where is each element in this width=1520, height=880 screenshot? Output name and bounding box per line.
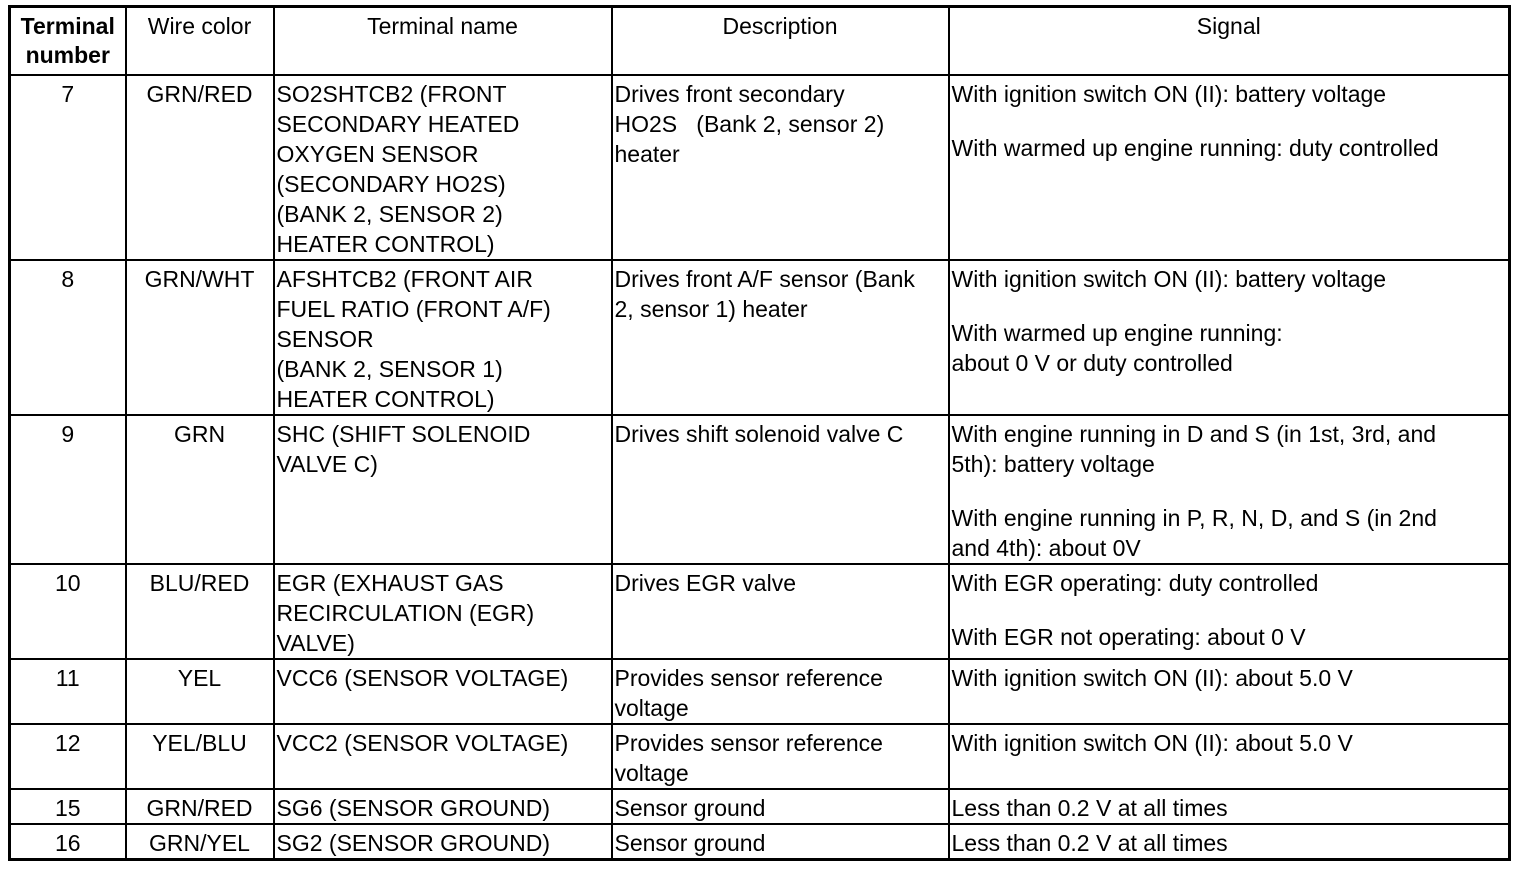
description-cell [612, 415, 949, 564]
signal-line: With ignition switch ON (II): about 5.0 V [951, 665, 1353, 691]
signal-paragraph [952, 79, 1507, 109]
description-line: heater [614, 141, 680, 167]
wire-color-cell: GRN/RED [126, 75, 274, 260]
header-signal: Signal [949, 7, 1510, 76]
terminal-name-line: SENSOR [276, 326, 374, 352]
description-cell [612, 659, 949, 724]
header-wire-color: Wire color [126, 7, 274, 76]
wire-color-cell: GRN/RED [126, 789, 274, 824]
description-line: Drives front A/F sensor (Bank [614, 266, 915, 292]
terminal-name-line: VCC6 (SENSOR VOLTAGE) [276, 665, 569, 691]
terminal-number-cell: 11 [10, 659, 126, 724]
signal-cell [949, 824, 1510, 860]
terminal-name-line: SECONDARY HEATED [276, 111, 520, 137]
signal-line: With warmed up engine running: [951, 320, 1283, 346]
signal-line: With EGR operating: duty controlled [951, 570, 1319, 596]
terminal-name-line: (SECONDARY HO2S) [276, 171, 506, 197]
signal-paragraph [952, 568, 1507, 598]
terminal-name-line: VALVE C) [276, 451, 378, 477]
terminal-name-cell [274, 659, 612, 724]
header-terminal-number-line2: number [25, 42, 110, 68]
signal-line: With warmed up engine running: duty controlled [951, 135, 1439, 161]
terminal-name-line: OXYGEN SENSOR [276, 141, 479, 167]
signal-paragraph [952, 622, 1507, 652]
signal-line: With ignition switch ON (II): about 5.0 V [951, 730, 1353, 756]
terminal-name-cell [274, 415, 612, 564]
header-row [10, 7, 1510, 76]
signal-line: Less than 0.2 V at all times [951, 795, 1228, 821]
header-terminal-number [10, 7, 126, 76]
wire-color-cell: YEL/BLU [126, 724, 274, 789]
signal-cell [949, 789, 1510, 824]
terminal-name-cell [274, 564, 612, 659]
signal-paragraph [952, 663, 1507, 693]
signal-line: With engine running in D and S (in 1st, 3rd, and [951, 421, 1437, 447]
signal-paragraph [952, 318, 1507, 378]
table-row [10, 75, 1510, 260]
wire-color-cell: GRN/YEL [126, 824, 274, 860]
terminal-name-cell [274, 824, 612, 860]
description-line: Drives EGR valve [614, 570, 796, 596]
description-cell [612, 789, 949, 824]
header-terminal-number-line1: Terminal [20, 13, 115, 39]
description-line: Sensor ground [614, 795, 766, 821]
signal-cell [949, 260, 1510, 415]
signal-cell [949, 415, 1510, 564]
terminal-name-line: SG6 (SENSOR GROUND) [276, 795, 550, 821]
signal-paragraph [952, 419, 1507, 479]
signal-paragraph [952, 503, 1507, 563]
signal-line: With EGR not operating: about 0 V [951, 624, 1306, 650]
terminal-name-line: EGR (EXHAUST GAS [276, 570, 504, 596]
description-line: 2, sensor 1) heater [614, 296, 808, 322]
terminal-name-line: HEATER CONTROL) [276, 386, 495, 412]
wire-color-cell: YEL [126, 659, 274, 724]
terminal-name-line: SHC (SHIFT SOLENOID [276, 421, 531, 447]
terminal-name-line: VALVE) [276, 630, 355, 656]
description-cell [612, 824, 949, 860]
terminal-number-cell: 8 [10, 260, 126, 415]
terminal-number-cell: 9 [10, 415, 126, 564]
table-row [10, 260, 1510, 415]
signal-line: Less than 0.2 V at all times [951, 830, 1228, 856]
terminal-name-line: VCC2 (SENSOR VOLTAGE) [276, 730, 569, 756]
signal-line: With engine running in P, R, N, D, and S (in 2nd [951, 505, 1437, 531]
signal-cell [949, 75, 1510, 260]
table-row [10, 415, 1510, 564]
signal-cell [949, 659, 1510, 724]
table-row [10, 789, 1510, 824]
description-line: Provides sensor reference [614, 665, 883, 691]
description-line: Sensor ground [614, 830, 766, 856]
terminal-name-line: AFSHTCB2 (FRONT AIR [276, 266, 533, 292]
terminal-name-cell [274, 724, 612, 789]
table-row [10, 564, 1510, 659]
terminal-name-line: (BANK 2, SENSOR 2) [276, 201, 503, 227]
terminal-number-cell: 10 [10, 564, 126, 659]
terminal-name-cell [274, 260, 612, 415]
wire-color-cell: GRN [126, 415, 274, 564]
terminal-number-cell: 15 [10, 789, 126, 824]
signal-line: With ignition switch ON (II): battery voltage [951, 81, 1387, 107]
description-line: Drives front secondary [614, 81, 845, 107]
header-description: Description [612, 7, 949, 76]
table-row [10, 659, 1510, 724]
signal-line: 5th): battery voltage [951, 451, 1155, 477]
description-cell [612, 75, 949, 260]
description-line: voltage [614, 760, 689, 786]
wire-color-cell: GRN/WHT [126, 260, 274, 415]
terminal-name-line: RECIRCULATION (EGR) [276, 600, 535, 626]
header-terminal-name: Terminal name [274, 7, 612, 76]
signal-paragraph [952, 793, 1507, 823]
terminal-name-line: SG2 (SENSOR GROUND) [276, 830, 550, 856]
terminal-name-cell [274, 789, 612, 824]
signal-line: about 0 V or duty controlled [951, 350, 1233, 376]
terminal-number-cell: 16 [10, 824, 126, 860]
signal-line: With ignition switch ON (II): battery voltage [951, 266, 1387, 292]
terminal-number-cell: 7 [10, 75, 126, 260]
terminal-name-line: (BANK 2, SENSOR 1) [276, 356, 503, 382]
terminal-name-line: FUEL RATIO (FRONT A/F) [276, 296, 551, 322]
table-row [10, 824, 1510, 860]
table-row [10, 724, 1510, 789]
terminal-table [8, 5, 1511, 861]
signal-paragraph [952, 133, 1507, 163]
signal-paragraph [952, 264, 1507, 294]
description-line: HO2S (Bank 2, sensor 2) [614, 111, 885, 137]
terminal-name-line: SO2SHTCB2 (FRONT [276, 81, 507, 107]
description-cell [612, 724, 949, 789]
signal-paragraph [952, 728, 1507, 758]
table-body [10, 75, 1510, 860]
terminal-name-cell [274, 75, 612, 260]
description-line: Provides sensor reference [614, 730, 883, 756]
terminal-number-cell: 12 [10, 724, 126, 789]
signal-paragraph [952, 828, 1507, 858]
signal-cell [949, 724, 1510, 789]
description-line: Drives shift solenoid valve C [614, 421, 904, 447]
wire-color-cell: BLU/RED [126, 564, 274, 659]
description-line: voltage [614, 695, 689, 721]
description-cell [612, 260, 949, 415]
terminal-name-line: HEATER CONTROL) [276, 231, 495, 257]
signal-line: and 4th): about 0V [951, 535, 1141, 561]
signal-cell [949, 564, 1510, 659]
description-cell [612, 564, 949, 659]
